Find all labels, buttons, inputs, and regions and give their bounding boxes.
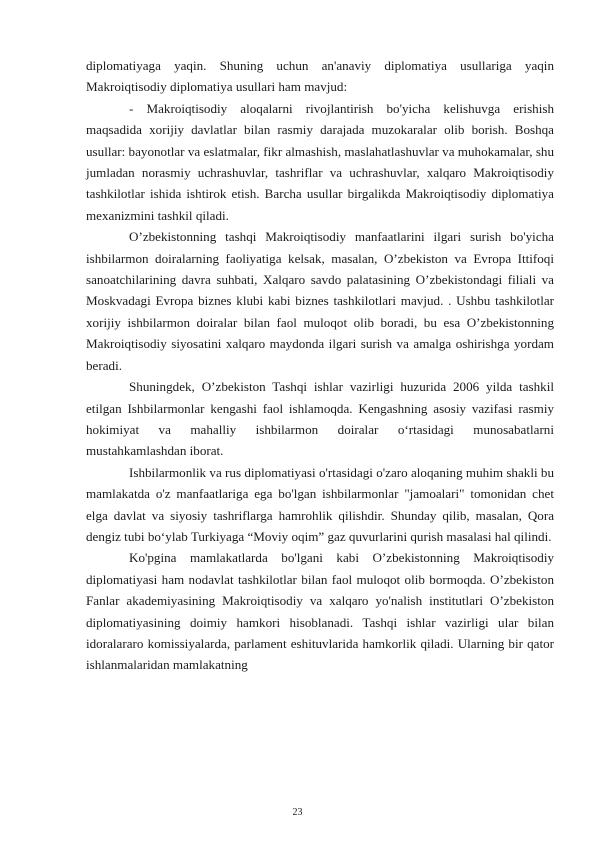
paragraph-ngo-dialogue: Ko'pgina mamlakatlarda bo'lgani kabi O’zbekistonning Makroiqtisodiy diplomatiyasi ham nodavlat tashkilotlar bilan faol muloqot olib bormoqda. O’zbekiston Fanlar akademiyasining Makroiqtisodiy va xalqaro yo'nalish institutlari O’zbekiston diplomatiyasining doimiy hamkori hisoblanadi. Tashqi ishlar vazirligi ular bilan idoralararo komissiyalarda, parlament eshituvlarida hamkorlik qiladi. Ularning bir qator ishlanmalaridan mamlakatning: [86, 550, 554, 673]
paragraph-business-council: Shuningdek, O’zbekiston Tashqi ishlar vazirligi huzurida 2006 yilda tashkil etilgan Ishbilarmonlar kengashi faol ishlamoqda. Kengashning asosiy vazifasi rasmiy hokimiyat va mahalliy ishbilarmon doiralar o‘rtasidagi munosabatlarni mustahkamlashdan iborat.: [86, 379, 554, 459]
paragraph-continuation: diplomatiyaga yaqin. Shuning uchun an'anaviy diplomatiya usullariga yaqin Makroiqtisodiy diplomatiya usullari ham mavjud:: [86, 58, 554, 95]
page-number: 23: [292, 807, 303, 818]
paragraph-business-circles: O’zbekistonning tashqi Makroiqtisodiy manfaatlarini ilgari surish bo'yicha ishbilarmon doiralarning faoliyatiga kelsak, masalan, O’zbekiston va Evropa Ittifoqi sanoatchilarining davra suhbati, Xalqaro savdo palatasining O’zbekistondagi filiali va Moskvadagi Evropa biznes klubi kabi biznes tashkilotlari mavjud. . Ushbu tashkilotlar xorijiy ishbilarmon doiralar bilan faol muloqot olib boradi, bu esa O’zbekistonning Makroiqtisodiy siyosatini xalqaro maydonda ilgari surish va amalga oshirishga yordam beradi.: [86, 229, 554, 373]
body-text: [86, 55, 554, 676]
paragraph-negotiations: - Makroiqtisodiy aloqalarni rivojlantirish bo'yicha kelishuvga erishish maqsadida xorijiy davlatlar bilan rasmiy darajada muzokaralar olib borish. Boshqa usullar: bayonotlar va eslatmalar, fikr almashish, maslahatlashuvlar va muhokamalar, shu jumladan norasmiy uchrashuvlar, tashriflar va uchrashuvlar, xalqaro Makroiqtisodiy tashkilotlar ishida ishtirok etish. Barcha usullar birgalikda Makroiqtisodiy diplomatiya mexanizmini tashkil qiladi.: [86, 100, 555, 223]
paragraph-business-diplomacy: Ishbilarmonlik va rus diplomatiyasi o'rtasidagi o'zaro aloqaning muhim shakli bu mamlakatda o'z manfaatlariga ega bo'lgan ishbilarmonlar "jamoalari" tomonidan chet elga davlat va siyosiy tashriflarga hamrohlik qilishdir. Shunday qilib, masalan, Qora dengiz tubi bo‘ylab Turkiyaga “Moviy oqim” gaz quvurlarini qurish masalasi hal qilindi.: [86, 464, 554, 544]
